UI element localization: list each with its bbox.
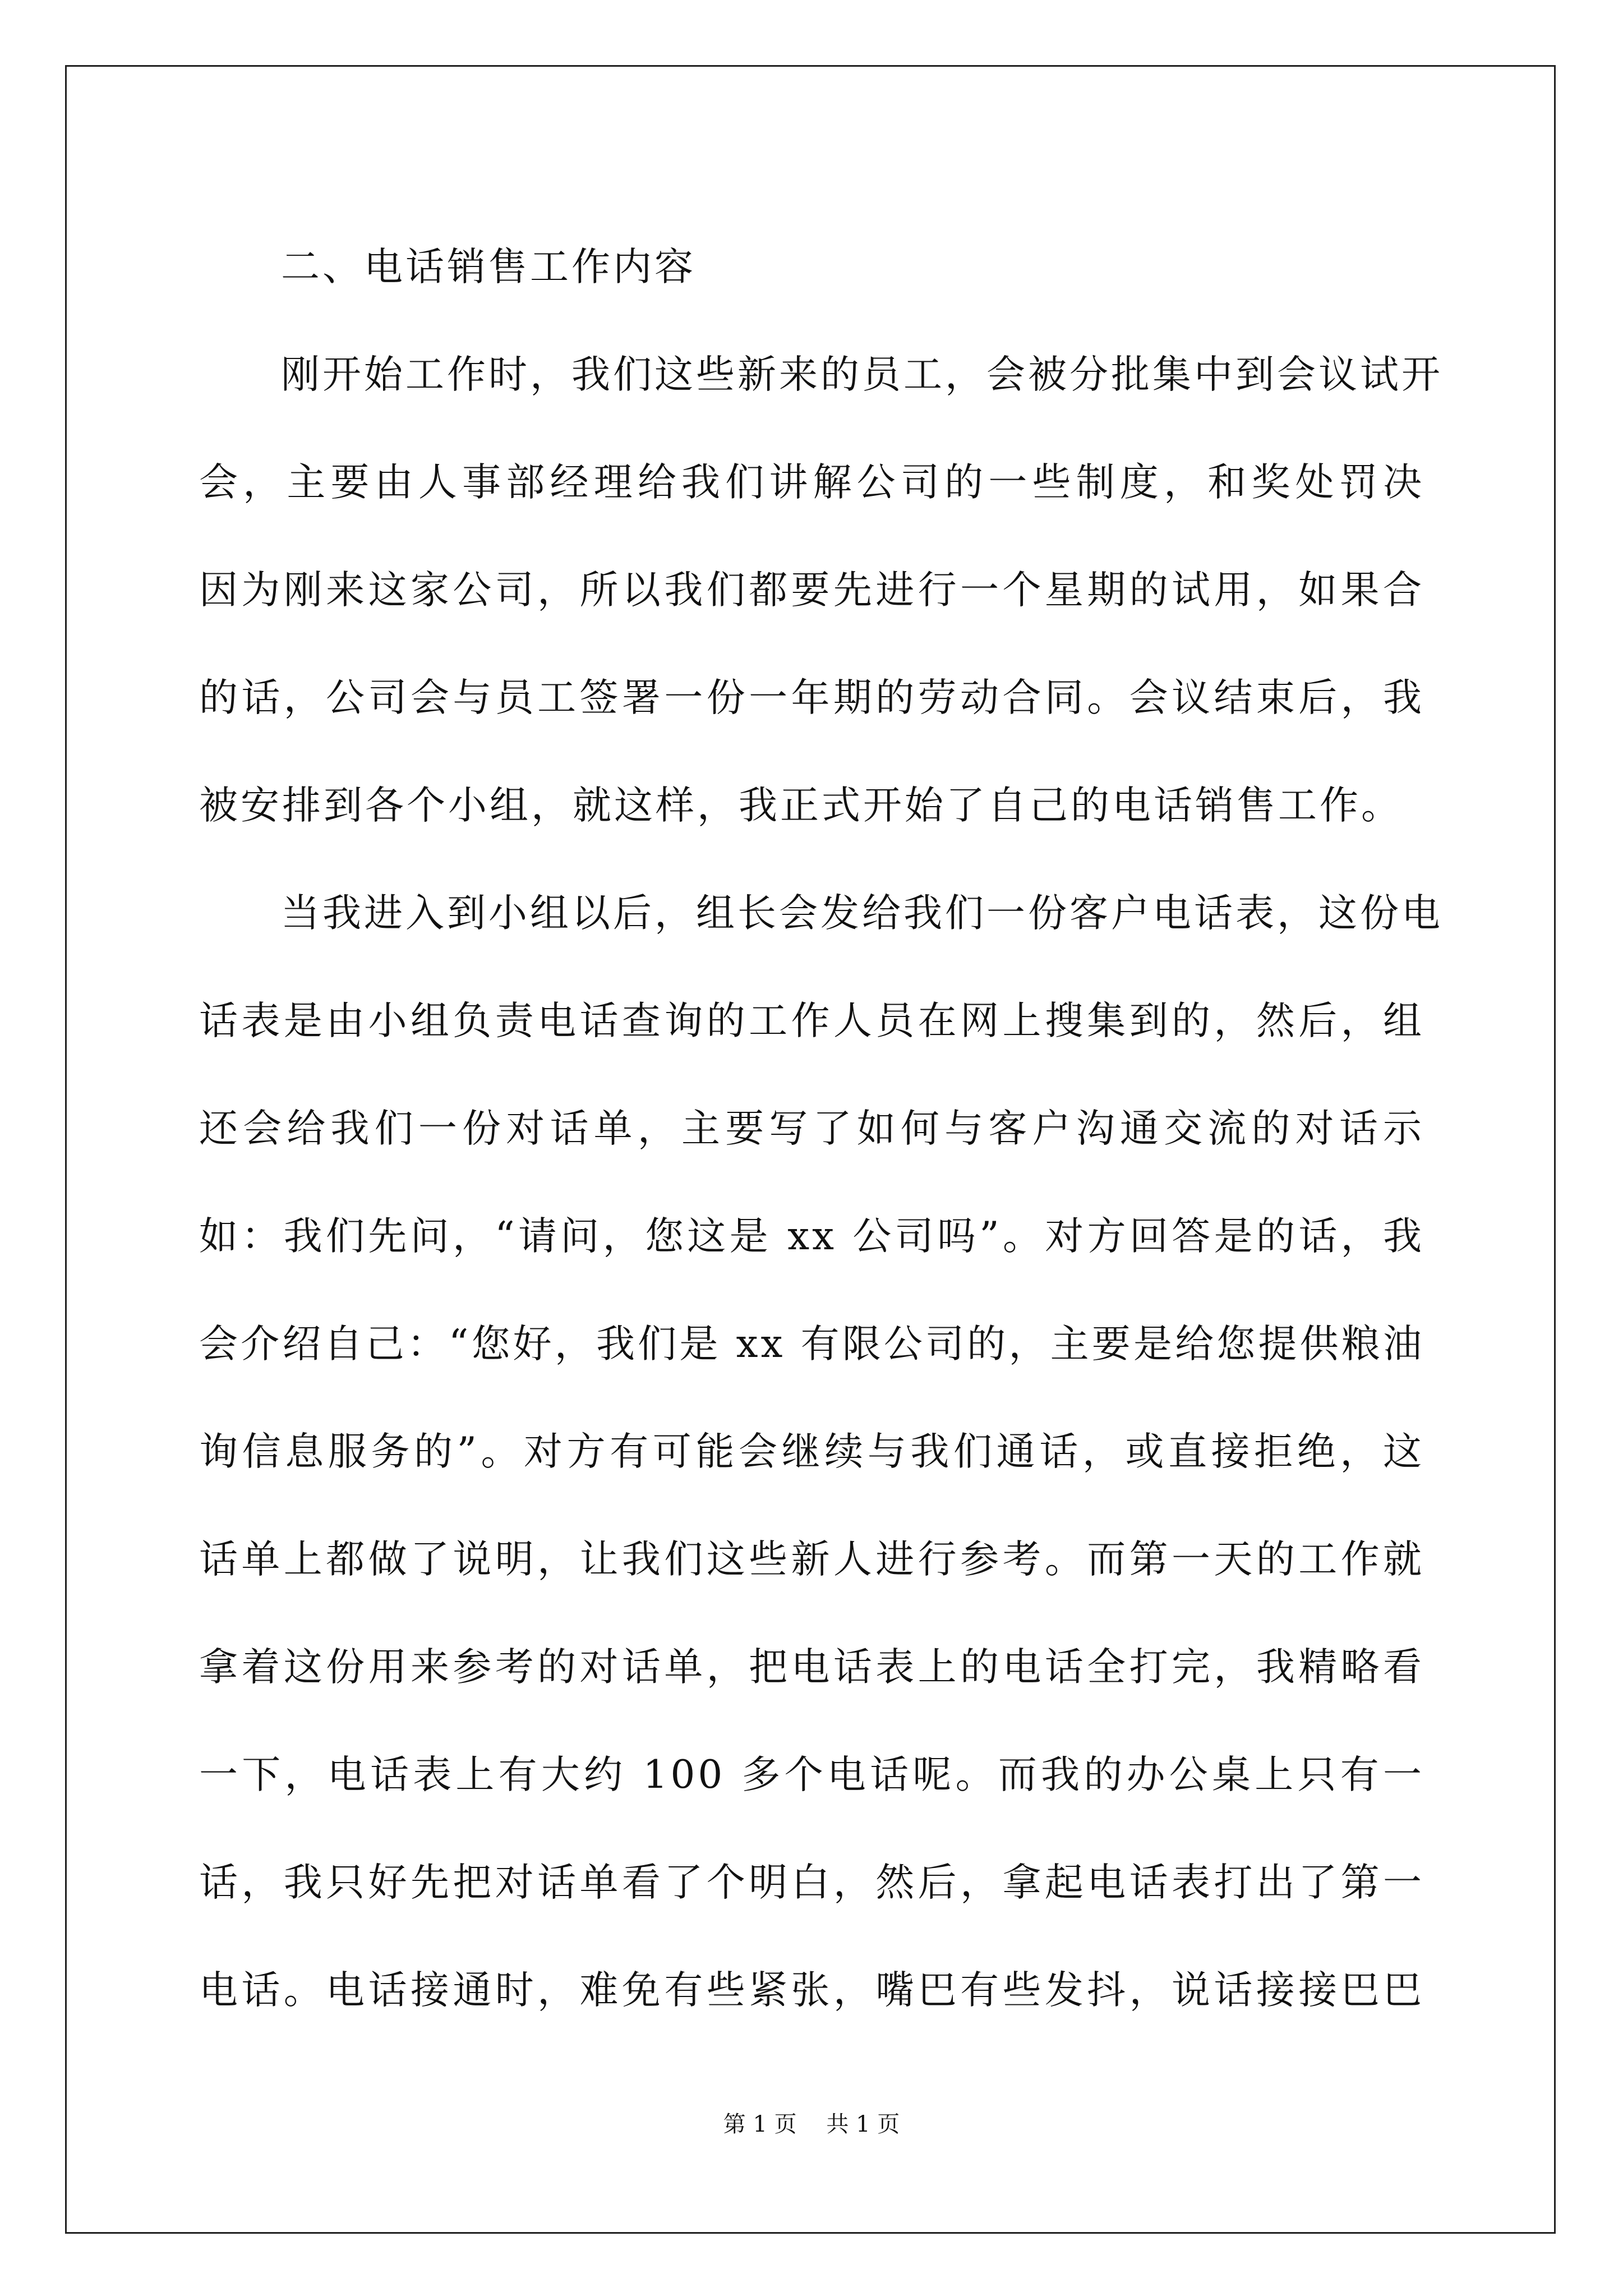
page-number: 第 1 页 <box>723 2111 797 2137</box>
paragraph-line: 如：我们先问，“请问，您这是 xx 公司吗”。对方回答是的话，我 <box>199 1214 1424 1259</box>
paragraph-line: 还会给我们一份对话单，主要写了如何与客户沟通交流的对话示 <box>199 1106 1424 1151</box>
paragraph-line: 拿着这份用来参考的对话单，把电话表上的电话全打完，我精略看 <box>199 1645 1424 1690</box>
document-body <box>199 213 1443 2044</box>
paragraph-line: 话，我只好先把对话单看了个明白，然后，拿起电话表打出了第一 <box>199 1860 1424 1905</box>
paragraph-line: 会介绍自己：“您好，我们是 xx 有限公司的，主要是给您提供粮油 <box>199 1322 1424 1366</box>
section-heading: 二、电话销售工作内容 <box>281 245 696 289</box>
paragraph-line: 的话，公司会与员工签署一份一年期的劳动合同。会议结束后，我 <box>199 675 1424 720</box>
paragraph-line: 电话。电话接通时，难免有些紧张，嘴巴有些发抖，说话接接巴巴 <box>199 1968 1424 2013</box>
paragraph-line: 刚开始工作时，我们这些新来的员工，会被分批集中到会议试开 <box>281 352 1443 397</box>
page-total: 共 1 页 <box>826 2111 900 2137</box>
page-footer <box>0 2106 1623 2138</box>
paragraph-line: 话单上都做了说明，让我们这些新人进行参考。而第一天的工作就 <box>199 1537 1424 1582</box>
paragraph-line: 当我进入到小组以后，组长会发给我们一份客户电话表，这份电 <box>281 891 1443 936</box>
paragraph-line: 一下，电话表上有大约 100 多个电话呢。而我的办公桌上只有一 <box>199 1752 1424 1797</box>
paragraph-line: 话表是由小组负责电话查询的工作人员在网上搜集到的，然后，组 <box>199 999 1424 1043</box>
paragraph-line: 被安排到各个小组，就这样，我正式开始了自己的电话销售工作。 <box>199 783 1403 828</box>
paragraph-line: 询信息服务的”。对方有可能会继续与我们通话，或直接拒绝，这 <box>199 1429 1424 1474</box>
paragraph-line: 会，主要由人事部经理给我们讲解公司的一些制度，和奖处罚决 <box>199 460 1424 505</box>
paragraph-line: 因为刚来这家公司，所以我们都要先进行一个星期的试用，如果合 <box>199 568 1424 613</box>
